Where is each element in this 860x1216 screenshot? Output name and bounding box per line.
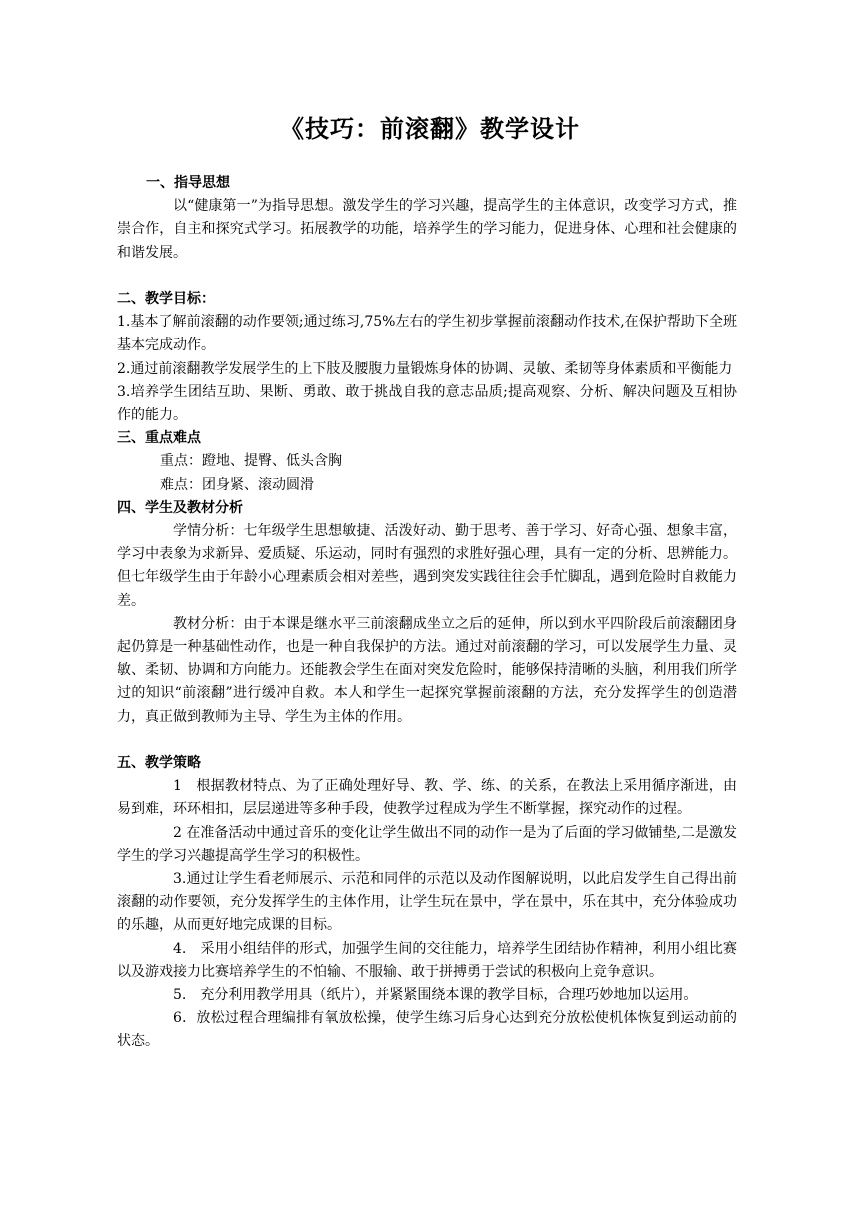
- section-heading-objectives: 二、教学目标：: [117, 291, 215, 307]
- document-body: [117, 172, 737, 1054]
- objective-item: 2.通过前滚翻教学发展学生的上下肢及腰腹力量锻炼身体的协调、灵敏、柔韧等身体素质和平衡能力: [117, 360, 733, 377]
- strategy-item: 5. 充分利用教学用具（纸片），并紧紧围绕本课的教学目标，合理巧妙地加以运用。: [173, 987, 698, 1004]
- document-title: 《技巧：前滚翻》教学设计: [280, 115, 580, 143]
- student-analysis-paragraph: 学情分析：七年级学生思想敏捷、活泼好动、勤于思考、善于学习、好奇心强、想象丰富，学习中表象为求新异、爱质疑、乐运动，同时有强烈的求胜好强心理，具有一定的分析、思辨能力。但七年级学生由于年龄小心理素质会相对差些，遇到突发实践往往会手忙脚乱，遇到危险时自救能力差。: [117, 523, 737, 609]
- section-heading-strategy: 五、教学策略: [117, 755, 201, 772]
- strategy-item: 1 根据教材特点、为了正确处理好导、教、学、练、的关系，在教法上采用循序渐进，由易到难，环环相扣，层层递进等多种手段，使教学过程成为学生不断掌握，探究动作的过程。: [117, 778, 737, 818]
- material-analysis-paragraph: 教材分析：由于本课是继水平三前滚翻成坐立之后的延伸，所以到水平四阶段后前滚翻团身起仍算是一种基础性动作，也是一种自我保护的方法。通过对前滚翻的学习，可以发展学生力量、灵敏、柔韧、协调和方向能力。还能教会学生在面对突发危险时，能够保持清晰的头脑，利用我们所学过的知识“前滚翻”进行缓冲自救。本人和学生一起探究掌握前滚翻的方法，充分发挥学生的创造潜力，真正做到教师为主导、学生为主体的作用。: [117, 615, 737, 725]
- difficulties-line: 难点：团身紧、滚动圆滑: [160, 476, 314, 493]
- guiding-idea-paragraph: 以“健康第一”为指导思想。激发学生的学习兴趣，提高学生的主体意识，改变学习方式，推崇合作，自主和探究式学习。拓展教学的功能，培养学生的学习能力，促进身体、心理和社会健康的和谐发展。: [117, 198, 737, 261]
- objective-item: 3.培养学生团结互助、果断、勇敢、敢于挑战自我的意志品质;提高观察、分析、解决问题及互相协作的能力。: [117, 383, 737, 424]
- strategy-item: 2 在准备活动中通过音乐的变化让学生做出不同的动作一是为了后面的学习做铺垫,二是激发学生的学习兴趣提高学生学习的积极性。: [117, 824, 737, 864]
- section-heading-guiding-idea: 一、指导思想: [146, 175, 230, 191]
- strategy-item: 6．放松过程合理编排有氧放松操，使学生练习后身心达到充分放松使机体恢复到运动前的状态。: [117, 1010, 737, 1050]
- section-heading-key-points: 三、重点难点: [117, 430, 201, 447]
- strategy-item: 4. 采用小组结伴的形式，加强学生间的交往能力，培养学生团结协作精神，利用小组比赛以及游戏接力比赛培养学生的不怕输、不服输、敢于拼搏勇于尝试的积极向上竞争意识。: [117, 940, 737, 980]
- objective-item: 1.基本了解前滚翻的动作要领;通过练习,75%左右的学生初步掌握前滚翻动作技术,在保护帮助下全班基本完成动作。: [117, 314, 737, 354]
- key-points-line: 重点：蹬地、提臀、低头含胸: [160, 453, 342, 470]
- strategy-item: 3.通过让学生看老师展示、示范和同伴的示范以及动作图解说明，以此启发学生自己得出前滚翻的动作要领，充分发挥学生的主体作用，让学生玩在景中，学在景中，乐在其中，充分体验成功的乐趣，从而更好地完成课的目标。: [117, 871, 737, 934]
- section-heading-analysis: 四、学生及教材分析: [117, 499, 243, 516]
